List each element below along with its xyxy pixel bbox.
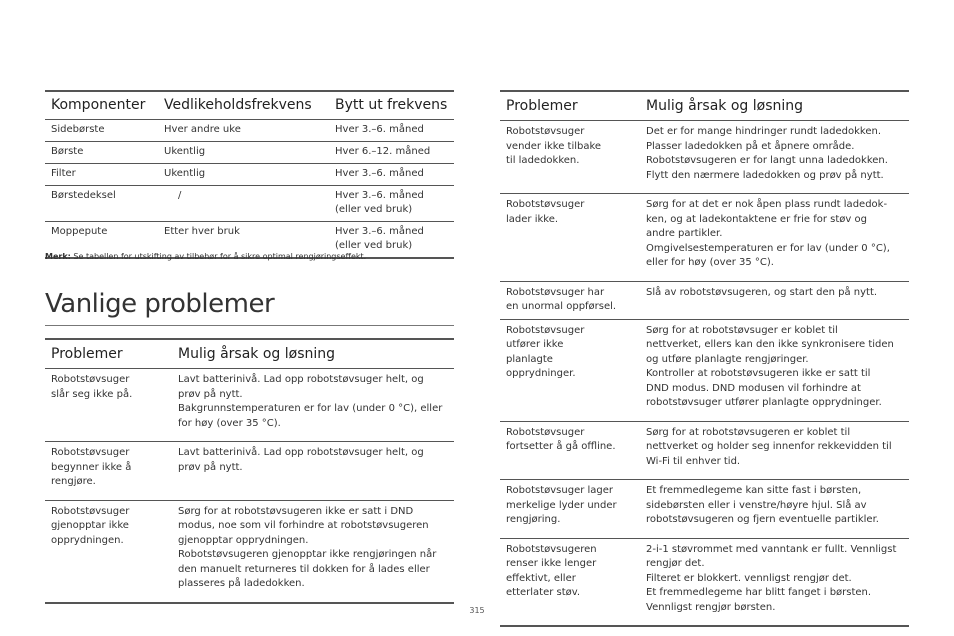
maintenance-cell: / — [158, 186, 329, 222]
problem-cell: Robotstøvsuger begynner ikke å rengjøre. — [45, 442, 172, 501]
note-label: Merk: — [45, 252, 71, 261]
problems-table-left — [45, 338, 454, 604]
section-title: Vanlige problemer — [45, 289, 275, 319]
header-cause-solution: Mulig årsak og løsning — [172, 339, 454, 369]
replace-cell: Hver 3.–6. måned (eller ved bruk) — [329, 222, 454, 259]
maintenance-cell: Ukentlig — [158, 142, 329, 164]
problem-cell: Robotstøvsuger fortsetter å gå offline. — [500, 421, 640, 480]
solution-cell: Sørg for at det er nok åpen plass rundt ladedok- ken, og at ladekontaktene er frie for støv og andre partikler. Omgivelsestemperaturen er for lav (under 0 °C), eller for høy (over 35 °C). — [640, 194, 909, 282]
maintenance-cell: Hver andre uke — [158, 120, 329, 142]
problem-cell: Robotstøvsuger lader ikke. — [500, 194, 640, 282]
table-row — [45, 120, 454, 142]
component-cell: Filter — [45, 164, 158, 186]
problems-header-row — [45, 339, 454, 369]
note-text: Se tabellen for utskifting av tilbehør for å sikre optimal rengjøringseffekt. — [70, 252, 367, 261]
problems-header-row — [500, 91, 909, 121]
table-row — [45, 500, 454, 603]
header-problems: Problemer — [500, 91, 640, 121]
maintenance-cell: Etter hver bruk — [158, 222, 329, 259]
table-row — [45, 164, 454, 186]
problem-cell: Robotstøvsuger gjenopptar ikke opprydningen. — [45, 500, 172, 603]
replace-cell: Hver 6.–12. måned — [329, 142, 454, 164]
maintenance-note — [45, 252, 366, 261]
solution-cell: 2-i-1 støvrommet med vanntank er fullt. Vennligst rengjør det. Filteret er blokkert. vennligst rengjør det. Et fremmedlegeme har blitt fanget i børsten. Vennligst rengjør børsten. — [640, 538, 909, 626]
problem-cell: Robotstøvsuger har en unormal oppførsel. — [500, 281, 640, 319]
maintenance-header-row — [45, 91, 454, 120]
solution-cell: Lavt batterinivå. Lad opp robotstøvsuger helt, og prøv på nytt. Bakgrunnstemperaturen er for lav (under 0 °C), eller for høy (over 35 °C). — [172, 369, 454, 442]
problem-cell: Robotstøvsugeren renser ikke lenger effektivt, eller etterlater støv. — [500, 538, 640, 626]
problems-table-right-container — [500, 90, 909, 627]
page-number: 315 — [469, 606, 485, 615]
maintenance-cell: Ukentlig — [158, 164, 329, 186]
component-cell: Børste — [45, 142, 158, 164]
solution-cell: Det er for mange hindringer rundt ladedokken. Plasser ladedokken på et åpnere område. Robotstøvsugeren er for langt unna ladedokken. Flytt den nærmere ladedokken og prøv på nytt. — [640, 121, 909, 194]
header-replace-frequency: Bytt ut frekvens — [329, 91, 454, 120]
table-row — [500, 121, 909, 194]
solution-cell: Sørg for at robotstøvsugeren ikke er satt i DND modus, noe som vil forhindre at robotstøvsugeren gjenopptar opprydningen. Robotstøvsugeren gjenopptar ikke rengjøringen når den manuelt returneres til dokken for å lades eller plasseres på ladedokken. — [172, 500, 454, 603]
problem-cell: Robotstøvsuger lager merkelige lyder under rengjøring. — [500, 480, 640, 539]
table-row — [45, 142, 454, 164]
solution-cell: Et fremmedlegeme kan sitte fast i børsten, sidebørsten eller i venstre/høyre hjul. Slå av robotstøvsugeren og fjern eventuelle partikler. — [640, 480, 909, 539]
header-cause-solution: Mulig årsak og løsning — [640, 91, 909, 121]
maintenance-table — [45, 90, 454, 259]
solution-cell: Sørg for at robotstøvsuger er koblet til nettverket, ellers kan den ikke synkronisere tiden og utføre planlagte rengjøringer. Kontroller at robotstøvsugeren ikke er satt til DND modus. DND modusen vil forhindre at robotstøvsuger utfører planlagte opprydninger. — [640, 319, 909, 421]
problems-table-left-container — [45, 338, 454, 604]
problem-cell: Robotstøvsuger utfører ikke planlagte opprydninger. — [500, 319, 640, 421]
table-row — [45, 442, 454, 501]
table-row — [500, 421, 909, 480]
table-row — [500, 480, 909, 539]
table-row — [45, 369, 454, 442]
header-maintenance-frequency: Vedlikeholdsfrekvens — [158, 91, 329, 120]
replace-cell: Hver 3.–6. måned (eller ved bruk) — [329, 186, 454, 222]
component-cell: Børstedeksel — [45, 186, 158, 222]
replace-cell: Hver 3.–6. måned — [329, 120, 454, 142]
section-divider — [45, 325, 454, 326]
table-row — [500, 281, 909, 319]
header-problems: Problemer — [45, 339, 172, 369]
maintenance-table-container — [45, 90, 454, 259]
problem-cell: Robotstøvsuger vender ikke tilbake til ladedokken. — [500, 121, 640, 194]
table-row — [500, 194, 909, 282]
solution-cell: Lavt batterinivå. Lad opp robotstøvsuger helt, og prøv på nytt. — [172, 442, 454, 501]
problems-table-right — [500, 90, 909, 627]
component-cell: Sidebørste — [45, 120, 158, 142]
solution-cell: Slå av robotstøvsugeren, og start den på nytt. — [640, 281, 909, 319]
problem-cell: Robotstøvsuger slår seg ikke på. — [45, 369, 172, 442]
component-cell: Moppepute — [45, 222, 158, 259]
table-row — [500, 319, 909, 421]
table-row — [45, 186, 454, 222]
replace-cell: Hver 3.–6. måned — [329, 164, 454, 186]
header-components: Komponenter — [45, 91, 158, 120]
solution-cell: Sørg for at robotstøvsugeren er koblet til nettverket og holder seg innenfor rekkevidden til Wi-Fi til enhver tid. — [640, 421, 909, 480]
